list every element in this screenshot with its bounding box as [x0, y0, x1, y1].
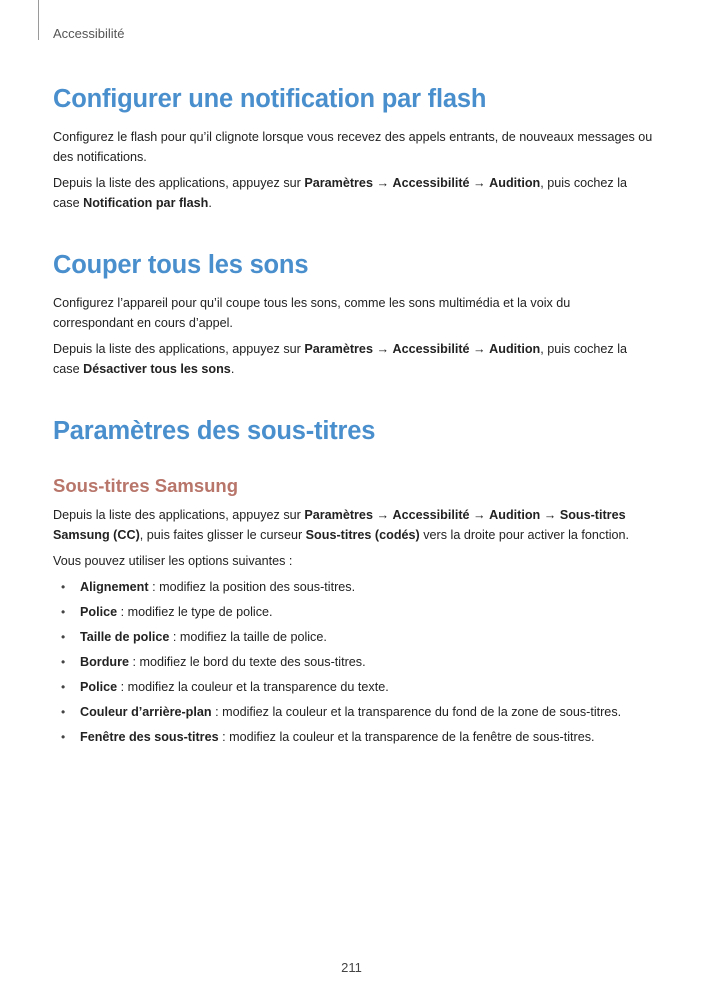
option-target: Sous-titres (codés) [305, 528, 420, 542]
menu-path-accessibilite: Accessibilité [392, 176, 470, 190]
instruction-end: . [230, 362, 235, 376]
option-term: Taille de police [80, 630, 170, 644]
list-item [53, 652, 653, 672]
chapter-header: Accessibilité [53, 26, 125, 41]
menu-path-samsung-cc: Sous-titres Samsung (CC) [53, 508, 626, 542]
option-term: Alignement [80, 580, 149, 594]
list-item [53, 677, 653, 697]
option-description: : modifiez la position des sous-titres. [148, 580, 356, 594]
option-target: Désactiver tous les sons [83, 362, 231, 376]
list-item [53, 627, 653, 647]
subsection-title-samsung-subtitles: Sous-titres Samsung [53, 475, 239, 496]
option-description: : modifiez la couleur et la transparence de la fenêtre de sous-titres. [218, 730, 595, 744]
instruction-end: . [208, 196, 212, 210]
arrow: → [540, 508, 560, 522]
arrow: → [469, 176, 490, 190]
options-intro: Vous pouvez utiliser les options suivantes : [53, 554, 293, 568]
option-term: Couleur d’arrière-plan [80, 705, 212, 719]
instruction-end: vers la droite pour activer la fonction. [419, 528, 630, 542]
page-content [53, 81, 653, 752]
list-item [53, 702, 653, 722]
instruction-prefix: Depuis la liste des applications, appuyez sur [53, 342, 305, 356]
menu-path-audition: Audition [489, 176, 541, 190]
option-description: : modifiez la couleur et la transparence du texte. [117, 680, 389, 694]
page-number: 211 [341, 960, 362, 975]
arrow: → [372, 342, 393, 356]
section-title-mute-all: Couper tous les sons [53, 251, 309, 279]
section-intro: Configurez le flash pour qu’il clignote lorsque vous recevez des appels entrants, de nouveaux messages ou des notifications. [53, 130, 653, 164]
menu-path-parametres: Paramètres [304, 176, 373, 190]
menu-path-accessibilite: Accessibilité [392, 508, 470, 522]
option-description: : modifiez le type de police. [117, 605, 273, 619]
instruction-middle: , puis cochez la case [53, 342, 628, 376]
bullet-icon: • [61, 655, 66, 669]
menu-path-parametres: Paramètres [304, 342, 373, 356]
arrow: → [469, 508, 490, 522]
list-item [53, 727, 653, 747]
menu-path-parametres: Paramètres [304, 508, 373, 522]
option-description: : modifiez le bord du texte des sous-titres. [128, 655, 366, 669]
instruction-middle: , puis cochez la case [53, 176, 628, 210]
arrow: → [469, 342, 490, 356]
section-instructions [53, 505, 653, 545]
bullet-icon: • [61, 680, 66, 694]
option-term: Police [80, 680, 118, 694]
bullet-icon: • [61, 630, 66, 644]
option-term: Fenêtre des sous-titres [80, 730, 219, 744]
option-target: Notification par flash [83, 196, 209, 210]
option-term: Police [80, 605, 118, 619]
section-instructions [53, 173, 653, 213]
arrow: → [372, 176, 393, 190]
section-instructions [53, 339, 653, 379]
margin-rule [38, 0, 39, 40]
list-item [53, 602, 653, 622]
menu-path-audition: Audition [489, 508, 541, 522]
instruction-prefix: Depuis la liste des applications, appuyez sur [53, 508, 305, 522]
menu-path-audition: Audition [489, 342, 541, 356]
bullet-icon: • [61, 580, 66, 594]
option-description: : modifiez la couleur et la transparence du fond de la zone de sous-titres. [211, 705, 622, 719]
bullet-icon: • [61, 605, 66, 619]
menu-path-accessibilite: Accessibilité [392, 342, 470, 356]
options-list [53, 577, 653, 747]
bullet-icon: • [61, 730, 66, 744]
instruction-prefix: Depuis la liste des applications, appuyez sur [53, 176, 305, 190]
bullet-icon: • [61, 705, 66, 719]
option-description: : modifiez la taille de police. [169, 630, 327, 644]
option-term: Bordure [80, 655, 129, 669]
section-title-subtitles: Paramètres des sous-titres [53, 417, 376, 445]
section-intro: Configurez l’appareil pour qu’il coupe tous les sons, comme les sons multimédia et la voix du correspondant en cours d’appel. [53, 296, 571, 330]
arrow: → [372, 508, 393, 522]
section-title-flash-notification: Configurer une notification par flash [53, 85, 487, 113]
instruction-middle: , puis faites glisser le curseur [139, 528, 306, 542]
list-item [53, 577, 653, 597]
